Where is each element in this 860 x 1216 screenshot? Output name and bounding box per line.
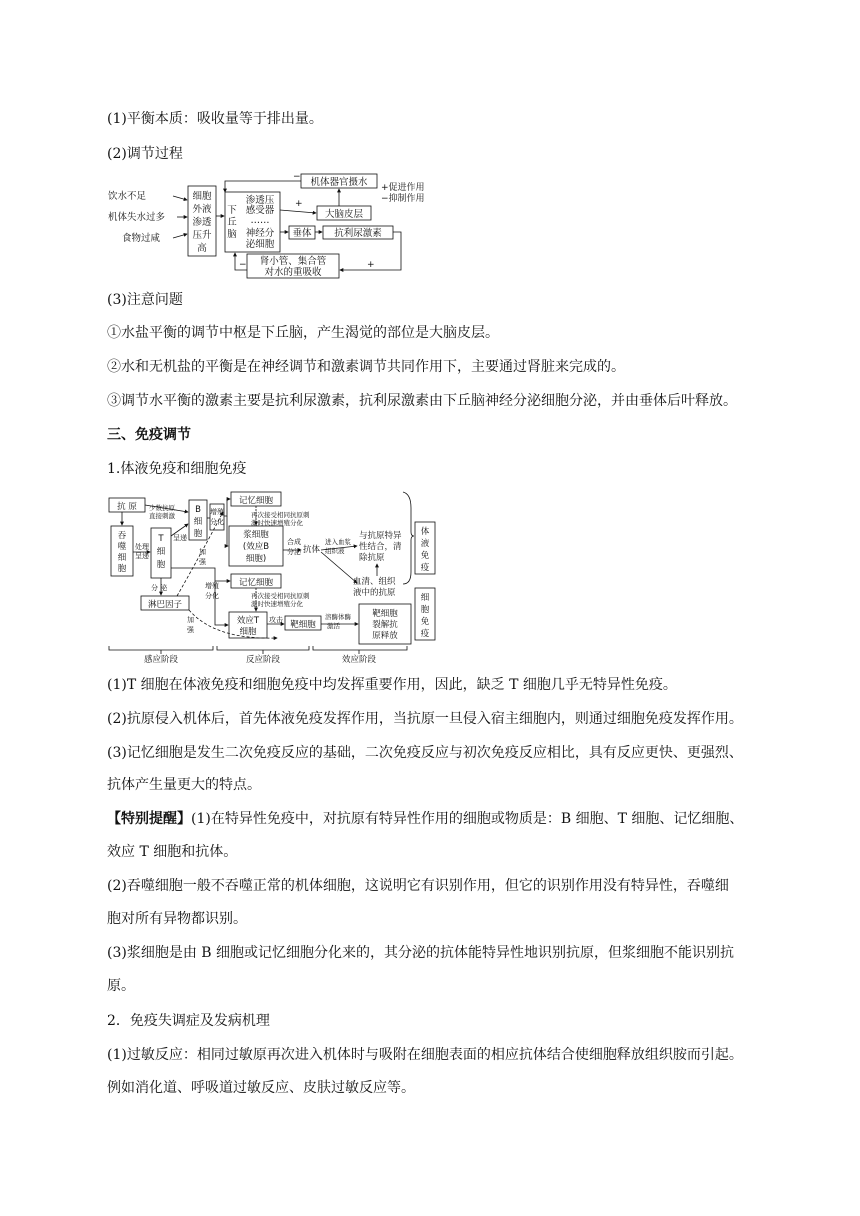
- note-2: ②水和无机盐的平衡是在神经调节和激素调节共同作用下，主要通过肾脏来完成的。: [107, 359, 625, 375]
- humoral-3: 免: [420, 551, 430, 561]
- phagocyte-1: 吞: [117, 531, 127, 541]
- svg-text:−: −: [239, 260, 247, 270]
- restim2-1: 再次接受相同抗原刺: [251, 592, 310, 600]
- para-balance-essence: (1)平衡本质：吸收量等于排出量。: [107, 111, 323, 127]
- cellular-2: 胞: [420, 605, 430, 615]
- para-immune-3b: 抗体产生量更大的特点。: [107, 777, 261, 793]
- lymphokine: 淋巴因子: [147, 600, 183, 610]
- enter-2: 组织液: [325, 547, 345, 555]
- legend-promote: +促进作用: [381, 183, 425, 193]
- effector-t-2: 细胞: [239, 627, 257, 637]
- lysis-2: 裂解抗: [372, 620, 398, 630]
- kidney-1: 肾小管、集合管: [259, 256, 327, 267]
- osmo-1: 渗透压: [245, 195, 275, 206]
- b-cell-1: B: [195, 505, 201, 515]
- serum-2: 液中的抗原: [353, 588, 396, 598]
- osmo-3: ……: [250, 215, 270, 226]
- sub-heading-immune-disorders: 2．免疫失调症及发病机理: [107, 1013, 270, 1029]
- t-cell-3: 胞: [156, 560, 166, 570]
- cortex: 大脑皮层: [324, 209, 364, 220]
- hypothalamus-3: 脑: [227, 229, 237, 240]
- phagocyte-4: 胞: [117, 564, 127, 574]
- secrete: 分 泌: [151, 584, 168, 592]
- prolif2-2: 分化: [205, 592, 219, 600]
- osmo-2: 感受器: [245, 205, 275, 216]
- restim1-2: 激时快速增殖分化: [251, 519, 303, 527]
- immune-diagram: [105, 488, 439, 666]
- memory-1: 记忆细胞: [238, 496, 274, 506]
- target: 靶细胞: [290, 620, 316, 630]
- t-cell-2: 细: [156, 547, 166, 557]
- svg-text:+: +: [295, 199, 303, 209]
- humoral-2: 液: [420, 539, 430, 549]
- enhance-2: 强: [199, 558, 206, 566]
- enhance2-1: 加: [187, 616, 194, 624]
- tip-3a: (3)浆细胞是由 B 细胞或记忆细胞分化来的，其分泌的抗体能特异性地识别抗原，但浆细胞不能识别抗: [107, 945, 735, 961]
- organ-intake: 机体器官摄水: [310, 177, 368, 188]
- hypothalamus-1: 下: [227, 205, 237, 216]
- kidney-2: 对水的重吸收: [264, 267, 322, 278]
- para-immune-3a: (3)记忆细胞是发生二次免疫反应的基础，二次免疫反应与初次免疫反应相比，具有反应更快、更强烈、: [107, 745, 743, 761]
- phagocyte-3: 细: [117, 553, 127, 563]
- section-heading-immune: 三、免疫调节: [107, 427, 191, 443]
- combine-2: 性结合，清: [359, 542, 402, 552]
- phagocyte-2: 噬: [117, 542, 127, 552]
- cell-box-line2: 外液: [192, 204, 212, 215]
- restim2-2: 激时快速增殖分化: [251, 600, 303, 608]
- note-1: ①水盐平衡的调节中枢是下丘脑，产生渴觉的部位是大脑皮层。: [107, 325, 499, 341]
- tip-2a: (2)吞噬细胞一般不吞噬正常的机体细胞，这说明它有识别作用，但它的识别作用没有特异性，吞噬细: [107, 878, 729, 894]
- pituitary: 垂体: [292, 228, 312, 239]
- t-cell-1: T: [158, 534, 164, 544]
- neuro-1: 神经分: [245, 228, 275, 239]
- humoral-4: 疫: [420, 563, 430, 573]
- input-salty-food: 食物过咸: [122, 233, 161, 244]
- enter-1: 进入血浆: [325, 538, 351, 546]
- lysosome-2: 激活: [327, 622, 340, 630]
- neuro-2: 泌细胞: [245, 239, 275, 250]
- process-2: 呈递: [135, 552, 149, 560]
- serum-1: 血清、组织: [353, 577, 396, 587]
- legend-inhibit: −抑制作用: [381, 194, 425, 204]
- input-water-loss: 机体失水过多: [108, 212, 166, 223]
- para-notes: (3)注意问题: [107, 292, 183, 308]
- tip-label: 【特别提醒】: [107, 811, 191, 827]
- para-immune-1: (1)T 细胞在体液免疫和细胞免疫中均发挥重要作用，因此，缺乏 T 细胞几乎无特异性免疫。: [107, 677, 677, 693]
- present: 呈递: [173, 534, 187, 542]
- antigen: 抗 原: [117, 502, 137, 512]
- enhance2-2: 强: [187, 626, 194, 634]
- lysosome-1: 溶酶体酶: [325, 613, 351, 621]
- effector-t-1: 效应T: [236, 616, 260, 626]
- stage-effect: 效应阶段: [341, 655, 377, 665]
- input-no-water: 饮水不足: [108, 191, 147, 202]
- lysis-3: 原释放: [372, 631, 398, 641]
- plasma-2: (效应B: [242, 542, 270, 552]
- tip-3b: 原。: [107, 978, 135, 994]
- prolif-1: 增殖: [210, 508, 224, 516]
- synth-2: 分泌: [287, 548, 301, 556]
- cell-box-line4: 压升: [192, 230, 212, 241]
- process-1: 处理: [135, 543, 149, 551]
- water-balance-diagram: [105, 170, 445, 282]
- stage-reaction: 反应阶段: [245, 655, 281, 665]
- cellular-3: 免: [420, 617, 430, 627]
- svg-text:+: +: [367, 260, 375, 270]
- plasma-1: 浆细胞: [243, 530, 269, 540]
- prolif2-1: 增殖: [205, 582, 219, 590]
- cell-box-line3: 渗透: [192, 217, 212, 228]
- tip-1a: [107, 810, 787, 828]
- cell-box-line1: 细胞: [192, 191, 212, 202]
- cellular-1: 细: [420, 593, 430, 603]
- memory-2: 记忆细胞: [238, 578, 274, 588]
- b-cell-3: 胞: [193, 529, 203, 539]
- tip-1a-text: (1)在特异性免疫中，对抗原有特异性作用的细胞或物质是：B 细胞、T 细胞、记忆细胞、: [191, 811, 744, 827]
- restim1-1: 再次接受相同抗原刺: [251, 511, 310, 519]
- sub-heading-humoral-cellular: 1.体液免疫和细胞免疫: [107, 461, 247, 477]
- para-regulation-process: (2)调节过程: [107, 146, 183, 162]
- b-cell-2: 细: [193, 517, 203, 527]
- stage-sensing: 感应阶段: [143, 655, 179, 665]
- para-immune-2: (2)抗原侵入机体后，首先体液免疫发挥作用，当抗原一旦侵入宿主细胞内，则通过细胞免疫发挥作用。: [107, 711, 743, 727]
- note-3: ③调节水平衡的激素主要是抗利尿激素，抗利尿激素由下丘脑神经分泌细胞分泌，并由垂体后叶释放。: [107, 393, 737, 409]
- combine-1: 与抗原特异: [359, 531, 402, 541]
- small-antigen-2: 直接刺激: [149, 512, 175, 520]
- combine-3: 除抗原: [359, 553, 385, 563]
- tip-2b: 胞对所有异物都识别。: [107, 911, 247, 927]
- enhance-1: 加: [199, 548, 206, 556]
- cell-box-line5: 高: [197, 243, 207, 254]
- para-allergy-b: 例如消化道、呼吸道过敏反应、皮肤过敏反应等。: [107, 1080, 415, 1096]
- lysis-1: 靶细胞: [372, 609, 398, 619]
- attack: 攻击: [269, 616, 283, 624]
- cellular-4: 疫: [420, 629, 430, 639]
- para-allergy-a: (1)过敏反应：相同过敏原再次进入机体时与吸附在细胞表面的相应抗体结合使细胞释放组织胺而引起。: [107, 1047, 743, 1063]
- prolif-2: 分化: [210, 518, 224, 526]
- tip-1b: 效应 T 细胞和抗体。: [107, 844, 238, 860]
- svg-text:−: −: [293, 172, 301, 182]
- small-antigen-1: 少数抗原: [149, 504, 175, 512]
- antibody: 抗体: [303, 545, 321, 555]
- hypothalamus-2: 丘: [227, 217, 237, 228]
- plasma-3: 细胞): [245, 554, 267, 564]
- humoral-1: 体: [420, 527, 430, 537]
- adh: 抗利尿激素: [334, 228, 382, 239]
- synth-1: 合成: [287, 538, 301, 546]
